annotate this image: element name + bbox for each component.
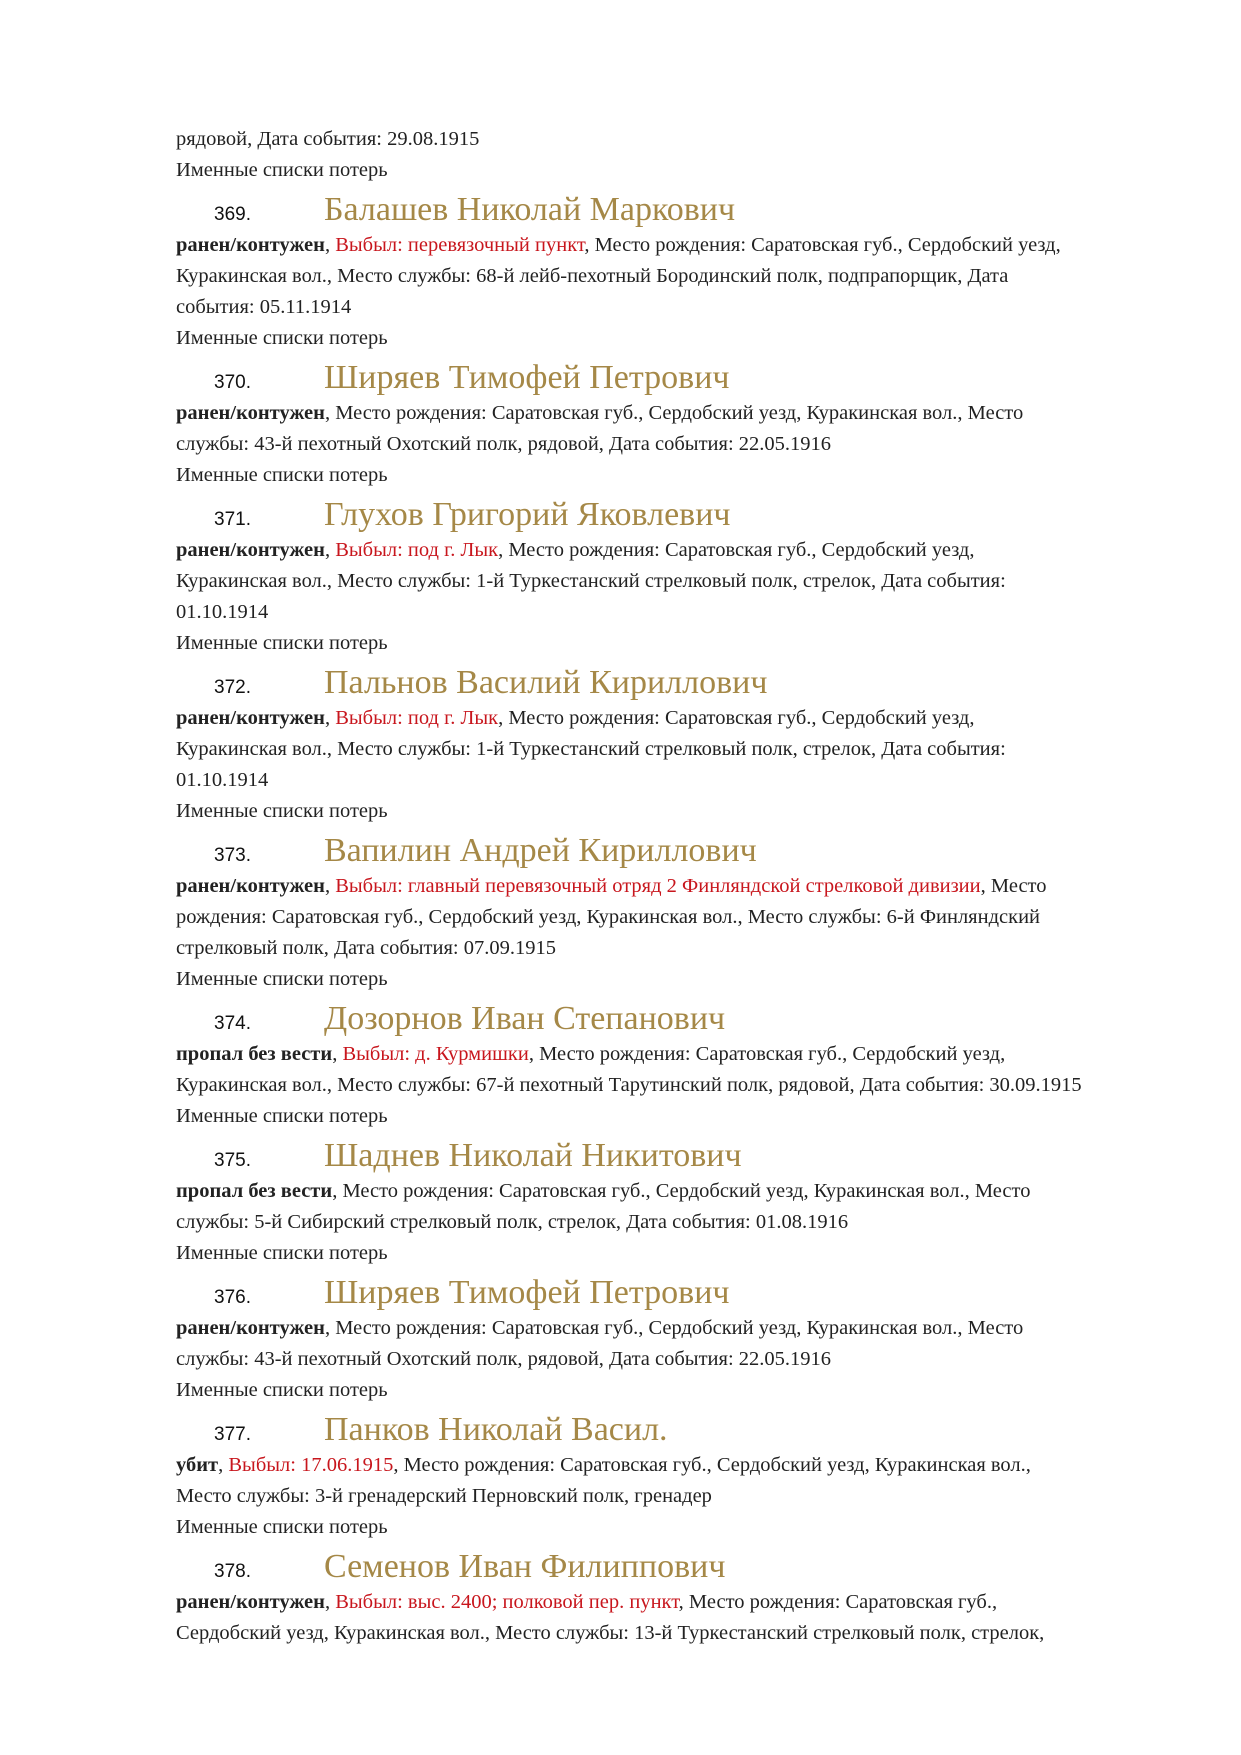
entry-description-line <box>176 261 1166 292</box>
entry-heading <box>176 354 1166 398</box>
source-label: Именные списки потерь <box>176 1379 388 1401</box>
description-text: события: 05.11.1914 <box>176 296 352 318</box>
entry-number: 371. <box>214 509 251 530</box>
entry-description-line <box>176 703 1166 734</box>
status-text: пропал без вести <box>176 1180 333 1202</box>
description-text: Куракинская вол., Место службы: 67-й пехотный Тарутинский полк, рядовой, Дата события: 30.09.1915 <box>176 1074 1082 1096</box>
description-text: службы: 5-й Сибирский стрелковый полк, стрелок, Дата события: 01.08.1916 <box>176 1211 849 1233</box>
entry-description-line <box>176 1344 1166 1375</box>
status-text: ранен/контужен <box>176 875 325 897</box>
source-label: Именные списки потерь <box>176 1105 388 1127</box>
description-text: , Место рождения: Саратовская губ., Сердобский уезд, <box>584 234 1061 256</box>
entry-name: Вапилин Андрей Кириллович <box>324 832 757 869</box>
status-text: ранен/контужен <box>176 402 325 424</box>
entry-description-line <box>176 1313 1166 1344</box>
description-text: , Место рождения: Саратовская губ., Сердобский уезд, <box>528 1043 1006 1065</box>
entry-name: Панков Николай Васил. <box>324 1411 668 1448</box>
description-text: , <box>324 875 336 897</box>
entry-heading <box>176 1406 1166 1450</box>
description-text: , Место рождения: Саратовская губ., <box>678 1591 998 1613</box>
entry-description-line <box>176 398 1166 429</box>
description-text: , <box>324 707 336 729</box>
entry-heading <box>176 1132 1166 1176</box>
entry-number: 372. <box>214 677 251 698</box>
description-text: , Место рождения: Саратовская губ., Сердобский уезд, <box>498 539 975 561</box>
entry-heading <box>176 659 1166 703</box>
entry-number: 373. <box>214 845 251 866</box>
entry-description-line <box>176 535 1166 566</box>
entry-description-line <box>176 1070 1166 1101</box>
entry-name: Семенов Иван Филиппович <box>324 1548 726 1585</box>
status-text: ранен/контужен <box>176 1317 325 1339</box>
description-text: , Место рождения: Саратовская губ., Сердобский уезд, Куракинская вол., Место <box>332 1180 1031 1202</box>
entry-description-line <box>176 230 1166 261</box>
entry-description-line <box>176 871 1166 902</box>
entry-number: 369. <box>214 204 251 225</box>
description-text: Куракинская вол., Место службы: 1-й Туркестанский стрелковый полк, стрелок, Дата события: <box>176 570 1006 592</box>
dropout-location-text: Выбыл: перевязочный пункт <box>335 234 585 256</box>
description-text: , Место <box>980 875 1047 897</box>
status-text: ранен/контужен <box>176 539 325 561</box>
entry-number: 377. <box>214 1424 251 1445</box>
description-text: , <box>324 539 336 561</box>
description-text: рождения: Саратовская губ., Сердобский уезд, Куракинская вол., Место службы: 6-й Финляндский <box>176 906 1041 928</box>
description-text: , Место рождения: Саратовская губ., Сердобский уезд, <box>498 707 975 729</box>
status-text: убит <box>176 1454 219 1476</box>
dropout-location-text: Выбыл: 17.06.1915 <box>228 1454 394 1476</box>
description-text: службы: 43-й пехотный Охотский полк, рядовой, Дата события: 22.05.1916 <box>176 1348 832 1370</box>
description-text: стрелковый полк, Дата события: 07.09.1915 <box>176 937 556 959</box>
entry-description-line <box>176 429 1166 460</box>
source-label: Именные списки потерь <box>176 968 388 990</box>
source-label: Именные списки потерь <box>176 1516 388 1538</box>
entry-description-line <box>176 1450 1166 1481</box>
entry-heading <box>176 1543 1166 1587</box>
entry-name: Ширяев Тимофей Петрович <box>324 359 730 396</box>
entry-name: Шаднев Николай Никитович <box>324 1137 742 1174</box>
dropout-location-text: Выбыл: под г. Лык <box>335 707 499 729</box>
description-text: Сердобский уезд, Куракинская вол., Место службы: 13-й Туркестанский стрелковый полк, стрелок, <box>176 1622 1045 1644</box>
description-text: Куракинская вол., Место службы: 1-й Туркестанский стрелковый полк, стрелок, Дата события: <box>176 738 1006 760</box>
source-label: Именные списки потерь <box>176 800 388 822</box>
entry-description-line <box>176 734 1166 765</box>
source-label: Именные списки потерь <box>176 464 388 486</box>
entry-description-line <box>176 1207 1166 1238</box>
source-label: Именные списки потерь <box>176 327 388 349</box>
entry-description-line <box>176 1176 1166 1207</box>
entry-number: 370. <box>214 372 251 393</box>
entry-heading <box>176 827 1166 871</box>
entry-heading <box>176 186 1166 230</box>
entry-name: Глухов Григорий Яковлевич <box>324 496 731 533</box>
entry-description-line <box>176 1481 1166 1512</box>
description-text: Место службы: 3-й гренадерский Перновский полк, гренадер <box>176 1485 712 1507</box>
source-label: Именные списки потерь <box>176 632 388 654</box>
description-text: 01.10.1914 <box>176 601 269 623</box>
entry-name: Балашев Николай Маркович <box>324 191 736 228</box>
intro-text: рядовой, Дата события: 29.08.1915 <box>176 128 480 150</box>
dropout-location-text: Выбыл: главный перевязочный отряд 2 Финляндской стрелковой дивизии <box>335 875 981 897</box>
description-text: 01.10.1914 <box>176 769 269 791</box>
entry-heading <box>176 995 1166 1039</box>
status-text: ранен/контужен <box>176 234 325 256</box>
entry-number: 374. <box>214 1013 251 1034</box>
description-text: , <box>324 1591 336 1613</box>
entry-description-line <box>176 566 1166 597</box>
entry-number: 375. <box>214 1150 251 1171</box>
description-text: , <box>324 234 336 256</box>
entry-heading <box>176 491 1166 535</box>
source-label: Именные списки потерь <box>176 1242 388 1264</box>
description-text: службы: 43-й пехотный Охотский полк, рядовой, Дата события: 22.05.1916 <box>176 433 832 455</box>
entry-number: 378. <box>214 1561 251 1582</box>
dropout-location-text: Выбыл: д. Курмишки <box>342 1043 529 1065</box>
description-text: , <box>332 1043 343 1065</box>
description-text: , Место рождения: Саратовская губ., Сердобский уезд, Куракинская вол., <box>393 1454 1031 1476</box>
entry-name: Пальнов Василий Кириллович <box>324 664 768 701</box>
description-text: , <box>218 1454 229 1476</box>
entry-description-line <box>176 902 1166 933</box>
entry-description-line <box>176 292 1166 323</box>
document-content <box>176 124 1166 1649</box>
entry-description-line <box>176 1039 1166 1070</box>
entry-number: 376. <box>214 1287 251 1308</box>
status-text: ранен/контужен <box>176 1591 325 1613</box>
entry-name: Дозорнов Иван Степанович <box>324 1000 726 1037</box>
description-text: , Место рождения: Саратовская губ., Сердобский уезд, Куракинская вол., Место <box>324 1317 1024 1339</box>
status-text: пропал без вести <box>176 1043 333 1065</box>
entry-description-line <box>176 765 1166 796</box>
source-label: Именные списки потерь <box>176 159 388 181</box>
entry-name: Ширяев Тимофей Петрович <box>324 1274 730 1311</box>
entry-description-line <box>176 1618 1166 1649</box>
description-text: Куракинская вол., Место службы: 68-й лейб-пехотный Бородинский полк, подпрапорщик, Дата <box>176 265 1009 287</box>
entry-description-line <box>176 597 1166 628</box>
dropout-location-text: Выбыл: выс. 2400; полковой пер. пункт <box>335 1591 679 1613</box>
entry-heading <box>176 1269 1166 1313</box>
entry-description-line <box>176 933 1166 964</box>
dropout-location-text: Выбыл: под г. Лык <box>335 539 499 561</box>
entry-description-line <box>176 1587 1166 1618</box>
description-text: , Место рождения: Саратовская губ., Сердобский уезд, Куракинская вол., Место <box>324 402 1024 424</box>
status-text: ранен/контужен <box>176 707 325 729</box>
